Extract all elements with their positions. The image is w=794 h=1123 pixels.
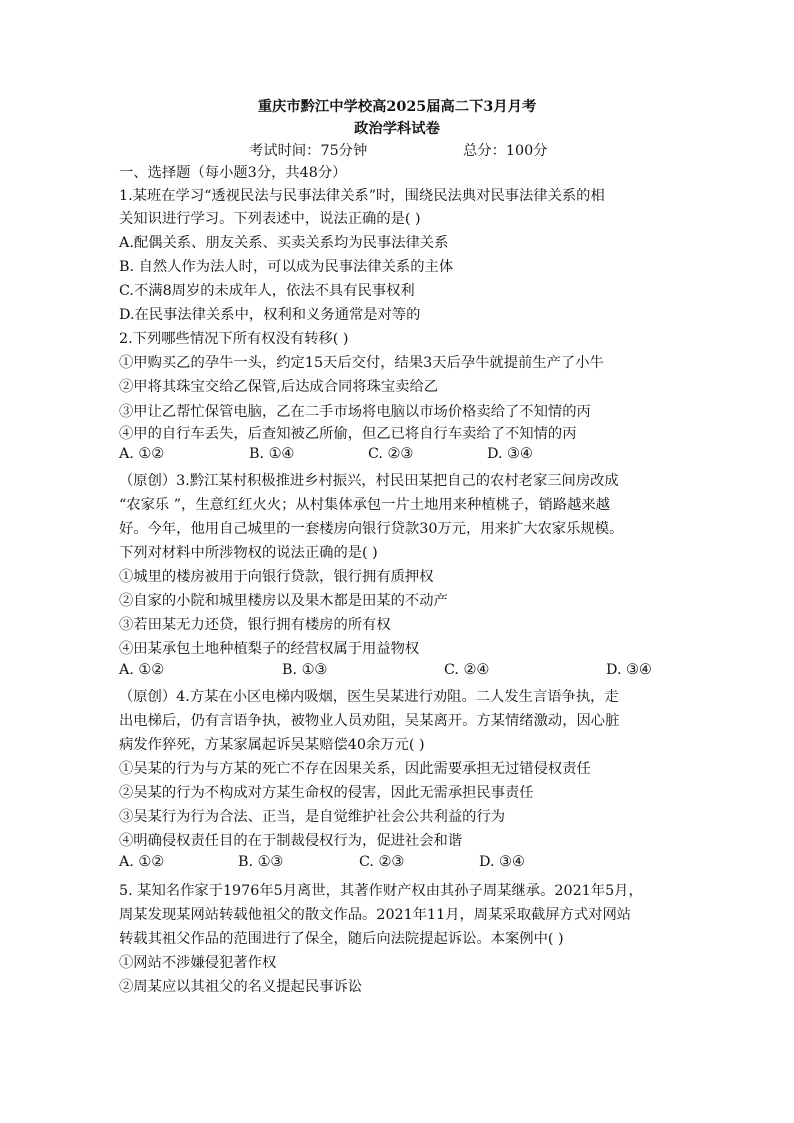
- q2-choice-c: C. ②③: [368, 446, 414, 462]
- q3-choice-c: C. ②④: [444, 662, 490, 678]
- q5-item: ②周某应以其祖父的名义提起民事诉讼: [119, 979, 363, 995]
- q1-option-c: C.不满8周岁的未成年人，依法不具有民事权利: [119, 283, 415, 299]
- q2-item: ③甲让乙帮忙保管电脑，乙在二手市场将电脑以市场价格卖给了不知情的丙: [119, 404, 591, 420]
- q1-stem-line: 关知识进行学习。下列表述中，说法正确的是( ): [119, 211, 421, 227]
- q4-item: ④明确侵权责任目的在于制裁侵权行为，促进社会和谐: [119, 833, 463, 849]
- q3-choices: [119, 662, 679, 682]
- q4-item: ①吴某的行为与方某的死亡不存在因果关系，因此需要承担无过错侵权责任: [119, 761, 591, 777]
- q4-stem-line: （原创）4.方某在小区电梯内吸烟，医生吴某进行劝阻。二人发生言语争执，走: [119, 689, 619, 705]
- q2-choice-b: B. ①④: [249, 446, 295, 462]
- q1-option-d: D.在民事法律关系中，权利和义务通常是对等的: [119, 307, 421, 323]
- q3-stem-line: 好。今年，他用自己城里的一套楼房向银行贷款30万元，用来扩大农家乐规模。: [119, 521, 624, 537]
- q4-choice-b: B. ①③: [238, 854, 284, 870]
- q3-item: ④田某承包土地种植梨子的经营权属于用益物权: [119, 641, 420, 657]
- q2-choices: [119, 446, 679, 466]
- section-heading: 一、选择题（每小题3分，共48分）: [119, 165, 347, 181]
- q2-item: ①甲购买乙的孕牛一头，约定15天后交付，结果3天后孕牛就提前生产了小牛: [119, 355, 604, 371]
- q2-item: ④甲的自行车丢失，后查知被乙所偷，但乙已将自行车卖给了不知情的丙: [119, 426, 577, 442]
- q3-stem-line: 下列对材料中所涉物权的说法正确的是( ): [119, 545, 378, 561]
- q3-choice-d: D. ③④: [606, 662, 652, 678]
- q2-item: ②甲将其珠宝交给乙保管,后达成合同将珠宝卖给乙: [119, 379, 439, 395]
- q4-item: ②吴某的行为不构成对方某生命权的侵害，因此无需承担民事责任: [119, 785, 534, 801]
- q3-item: ①城里的楼房被用于向银行贷款，银行拥有质押权: [119, 569, 434, 585]
- q2-choice-d: D. ③④: [487, 446, 533, 462]
- q1-stem-line: 1.某班在学习“透视民法与民事法律关系”时，围绕民法典对民事法律关系的相: [119, 188, 605, 204]
- q3-choice-a: A. ①②: [119, 662, 165, 678]
- q5-stem-line: 转载其祖父作品的范围进行了保全，随后向法院提起诉讼。本案例中( ): [119, 931, 564, 947]
- q4-choices: [119, 854, 679, 874]
- q4-choice-a: A. ①②: [119, 854, 165, 870]
- total-score: 总分：100分: [463, 143, 548, 159]
- q5-stem-line: 周某发现某网站转载他祖父的散文作品。2021年11月，周某采取截屏方式对网站: [119, 907, 632, 923]
- q2-stem: 2.下列哪些情况下所有权没有转移( ): [119, 331, 349, 347]
- q1-option-b: B. 自然人作为法人时，可以成为民事法律关系的主体: [119, 259, 454, 275]
- q4-choice-c: C. ②③: [359, 854, 405, 870]
- exam-info: [0, 140, 794, 160]
- q1-option-a: A.配偶关系、朋友关系、买卖关系均为民事法律关系: [119, 235, 449, 251]
- exam-subtitle: 政治学科试卷: [354, 121, 440, 137]
- q4-stem-line: 出电梯后，仍有言语争执，被物业人员劝阻，吴某离开。方某情绪激动，因心脏: [119, 713, 620, 729]
- q3-item: ③若田某无力还贷，银行拥有楼房的所有权: [119, 617, 391, 633]
- q5-stem-line: 5. 某知名作家于1976年5月离世，其著作财产权由其孙子周某继承。2021年5月，: [119, 883, 643, 899]
- q4-stem-line: 病发作猝死，方某家属起诉吴某赔偿40余万元( ): [119, 737, 425, 753]
- q3-item: ②自家的小院和城里楼房以及果木都是田某的不动产: [119, 593, 448, 609]
- exam-time: 考试时间：75分钟: [249, 143, 368, 159]
- q2-choice-a: A. ①②: [119, 446, 165, 462]
- q3-choice-b: B. ①③: [282, 662, 328, 678]
- q4-item: ③吴某行为行为合法、正当，是自觉维护社会公共利益的行为: [119, 809, 506, 825]
- q4-choice-d: D. ③④: [479, 854, 525, 870]
- q3-stem-line: “农家乐 ”，生意红红火火；从村集体承包一片土地用来种植桃子，销路越来越: [119, 497, 610, 513]
- q5-item: ①网站不涉嫌侵犯著作权: [119, 955, 277, 971]
- exam-title: 重庆市黔江中学校高2025届高二下3月月考: [257, 99, 537, 115]
- q3-stem-line: （原创）3.黔江某村积极推进乡村振兴，村民田某把自己的农村老家三间房改成: [119, 473, 619, 489]
